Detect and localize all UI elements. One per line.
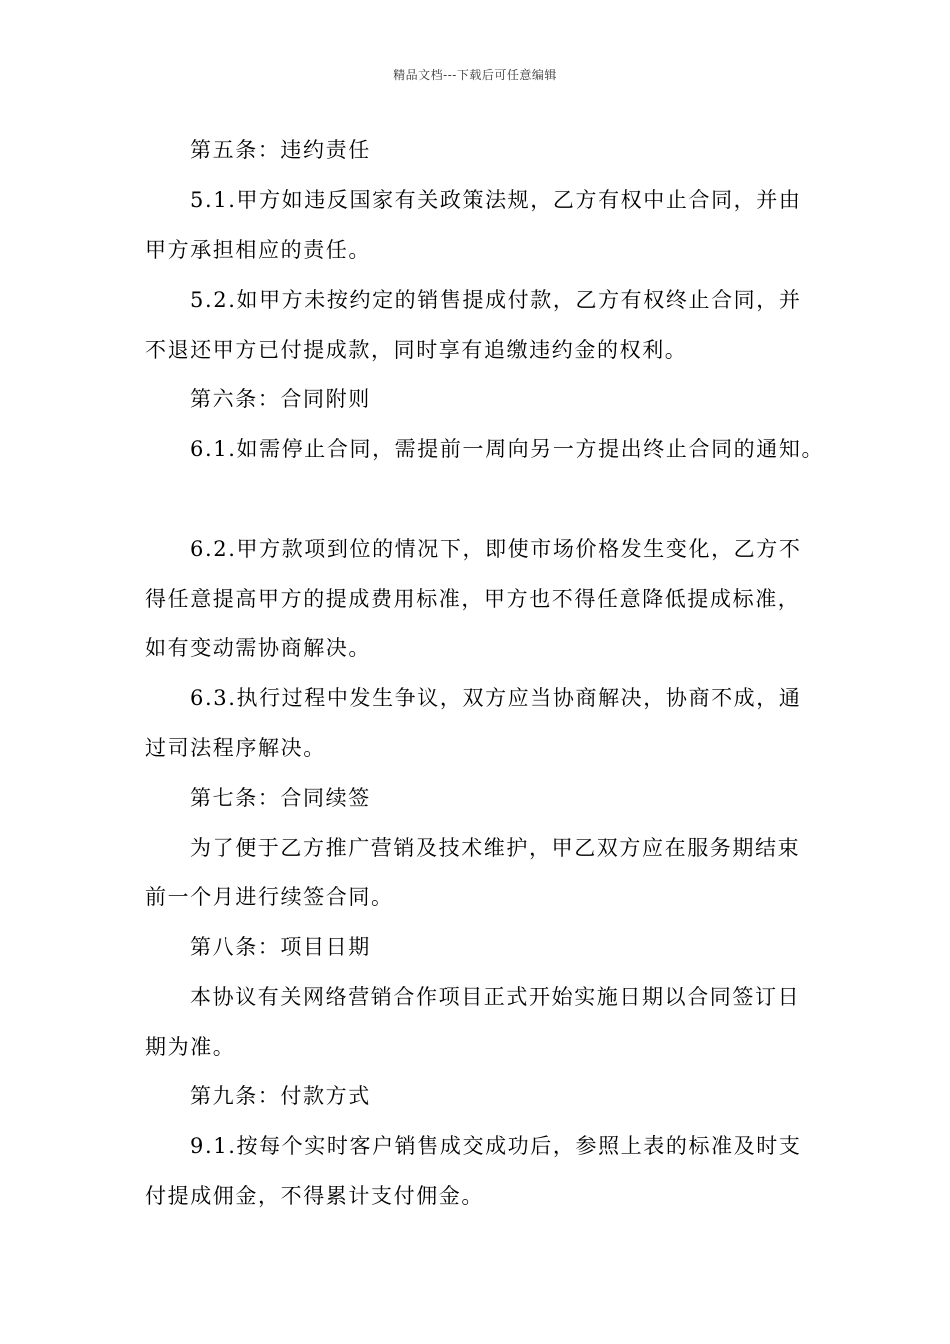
paragraph-line: 甲方承担相应的责任。	[145, 238, 371, 262]
paragraph-line: 6.1.如需停止合同，需提前一周向另一方提出终止合同的通知。	[190, 437, 825, 461]
paragraph-line: 5.1.甲方如违反国家有关政策法规，乙方有权中止合同，并由	[190, 188, 802, 212]
paragraph-line: 6.3.执行过程中发生争议，双方应当协商解决，协商不成，通	[190, 686, 802, 710]
paragraph-line: 不退还甲方已付提成款，同时享有追缴违约金的权利。	[145, 338, 688, 362]
paragraph-line: 6.2.甲方款项到位的情况下，即使市场价格发生变化，乙方不	[190, 537, 802, 561]
section-heading-5: 第五条：违约责任	[190, 138, 371, 162]
paragraph-line: 得任意提高甲方的提成费用标准，甲方也不得任意降低提成标准，	[145, 587, 801, 611]
paragraph-line: 付提成佣金，不得累计支付佣金。	[145, 1184, 484, 1208]
paragraph-line: 如有变动需协商解决。	[145, 636, 371, 660]
section-heading-7: 第七条：合同续签	[190, 786, 371, 810]
section-heading-6: 第六条：合同附则	[190, 387, 371, 411]
paragraph-line: 本协议有关网络营销合作项目正式开始实施日期以合同签订日	[190, 985, 801, 1009]
paragraph-line: 期为准。	[145, 1035, 236, 1059]
paragraph-line: 9.1.按每个实时客户销售成交成功后，参照上表的标准及时支	[190, 1134, 802, 1158]
paragraph-line: 为了便于乙方推广营销及技术维护，甲乙双方应在服务期结束	[190, 836, 801, 860]
paragraph-line: 过司法程序解决。	[145, 736, 326, 760]
paragraph-line: 前一个月进行续签合同。	[145, 885, 394, 909]
section-heading-9: 第九条：付款方式	[190, 1084, 371, 1108]
page-header: 精品文档---下载后可任意编辑	[393, 68, 557, 82]
paragraph-line: 5.2.如甲方未按约定的销售提成付款，乙方有权终止合同，并	[190, 288, 802, 312]
section-heading-8: 第八条：项目日期	[190, 935, 371, 959]
